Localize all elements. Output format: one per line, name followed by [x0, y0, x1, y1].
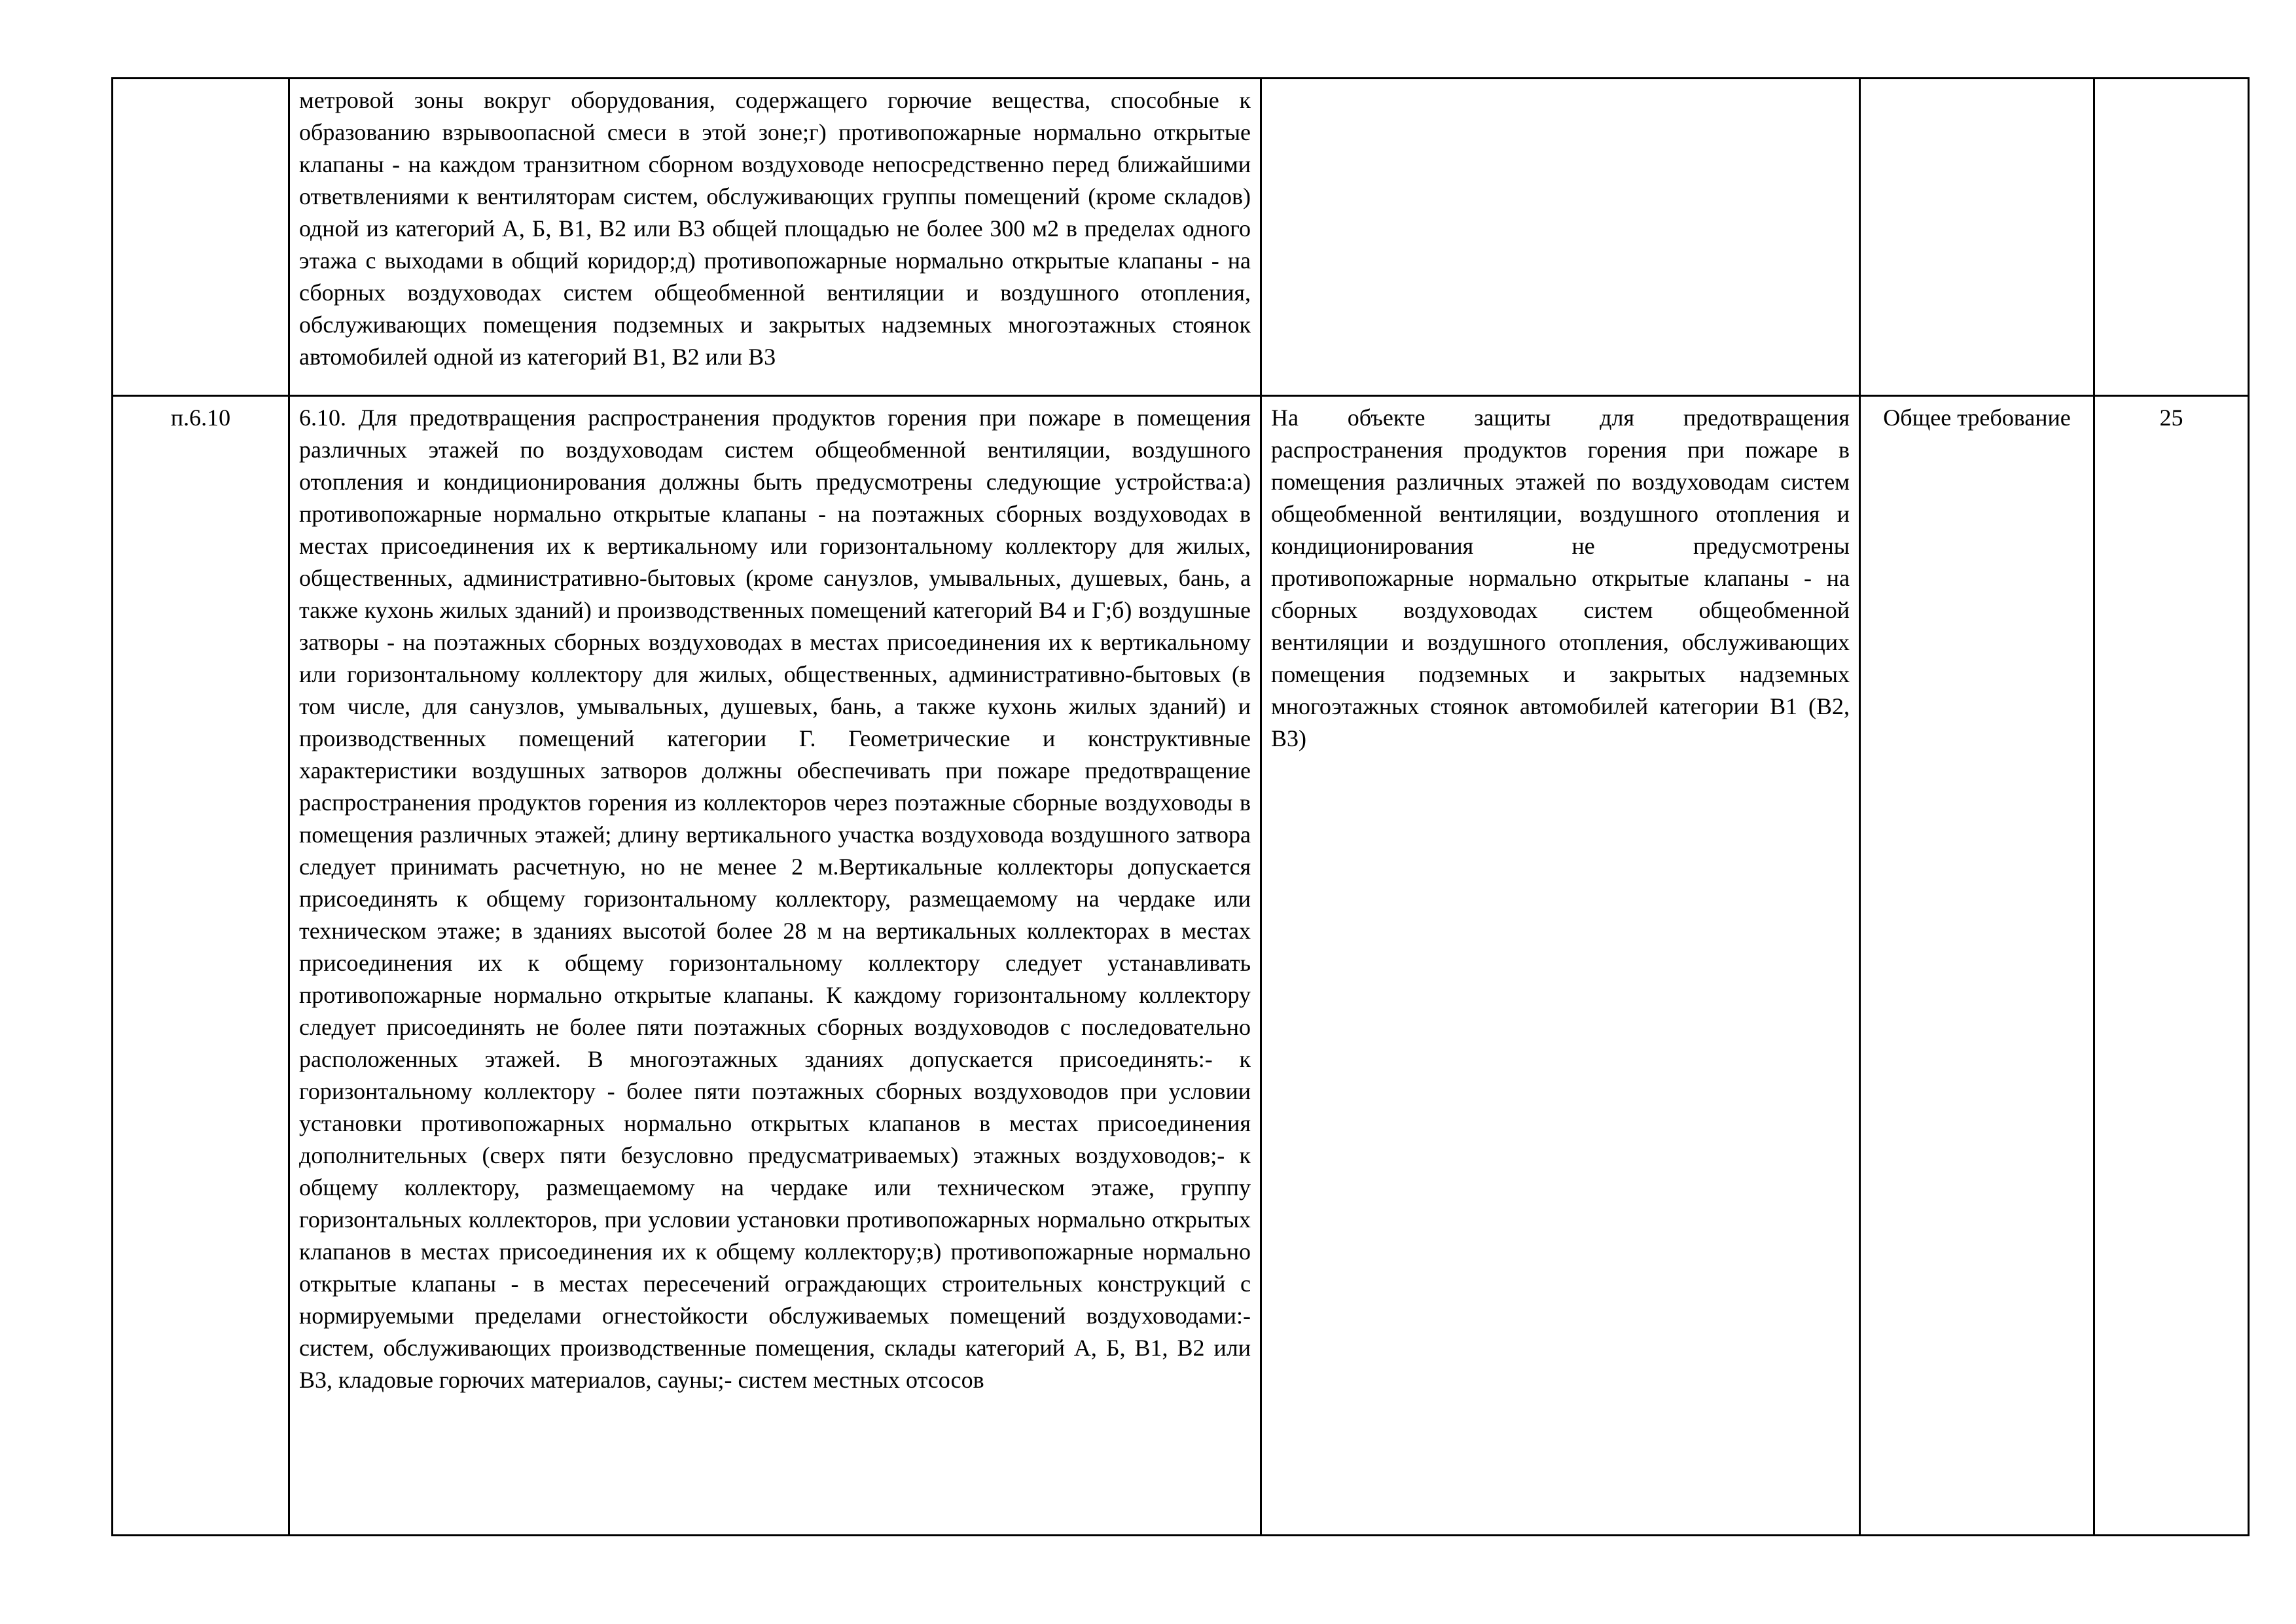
requirement-text: 6.10. Для предотвращения распространения продуктов горения при пожаре в помещения различных этажей по воздуховодам систем общеобменной вентиляции, воздушного отопления и кондиционирования должны быть предусмотрены следующие устройства:а) противопожарные нормально открытые клапаны - на поэтажных сборных воздуховодах в местах присоединения их к вертикальному или горизонтальному коллектору для жилых, общественных, административно-бытовых (кроме санузлов, умывальных, душевых, бань, а также кухонь жилых зданий) и производственных помещений категорий В4 и Г;б) воздушные затворы - на поэтажных сборных воздуховодах в местах присоединения их к вертикальному или горизонтальному коллектору для жилых, общественных, административно-бытовых (в том числе, для санузлов, умывальных, душевых, бань, а также кухонь жилых зданий) и производственных помещений категории Г. Геометрические и конструктивные характеристики воздушных затворов должны обеспечивать при пожаре предотвращение распространения продуктов горения из коллекторов через поэтажные сборные воздуховоды в помещения различных этажей; длину вертикального участка воздуховода воздушного затвора следует принимать расчетную, но не менее 2 м.Вертикальные коллекторы допускается присоединять к общему горизонтальному коллектору, размещаемому на чердаке или техническом этаже; в зданиях высотой более 28 м на вертикальных коллекторах в местах присоединения их к общему горизонтальному коллектору следует устанавливать противопожарные нормально открытые клапаны. К каждому горизонтальному коллектору следует присоединять не более пяти поэтажных сборных воздуховодов с последовательно расположенных этажей. В многоэтажных зданиях допускается присоединять:- к горизонтальному коллектору - более пяти поэтажных сборных воздуховодов при условии установки противопожарных нормально открытых клапанов в местах присоединения дополнительных (сверх пяти безусловно предусматриваемых) этажных воздуховодов;- к общему коллектору, размещаемому на чердаке или техническом этаже, группу горизонтальных коллекторов, при условии установки противопожарных нормально открытых клапанов в местах присоединения их к общему коллектору;в) противопожарные нормально открытые клапаны - в местах пересечений ограждающих строительных конструкций с нормируемыми пределами огнестойкости обслуживаемых помещений воздуховодами:- систем, обслуживающих производственные помещения, склады категорий А, Б, В1, В2 или В3, кладовые горючих материалов, сауны;- систем местных отсосов — [299, 405, 1251, 1393]
item-number-cell — [2094, 396, 2249, 1536]
violation-cell — [1261, 396, 1860, 1536]
requirement-cell — [289, 79, 1261, 396]
clause-ref: п.6.10 — [170, 405, 231, 431]
requirement-type: Общее требование — [1883, 405, 2071, 431]
item-number-cell — [2094, 79, 2249, 396]
requirement-cell — [289, 396, 1261, 1536]
item-number: 25 — [2159, 405, 2183, 431]
clause-ref-cell — [113, 396, 289, 1536]
table-row — [113, 396, 2249, 1536]
violation-cell — [1261, 79, 1860, 396]
requirement-text: метровой зоны вокруг оборудования, содержащего горючие вещества, способные к образованию взрывоопасной смеси в этой зоне;г) противопожарные нормально открытые клапаны - на каждом транзитном сборном воздуховоде непосредственно перед ближайшими ответвлениями к вентиляторам систем, обслуживающих группы помещений (кроме складов) одной из категорий А, Б, В1, В2 или В3 общей площадью не более 300 м2 в пределах одного этажа с выходами в общий коридор;д) противопожарные нормально открытые клапаны - на сборных воздуховодах систем общеобменной вентиляции и воздушного отопления, обслуживающих помещения подземных и закрытых надземных многоэтажных стоянок автомобилей одной из категорий В1, В2 или В3 — [299, 87, 1251, 370]
requirements-table — [111, 77, 2250, 1536]
violation-text: На объекте защиты для предотвращения распространения продуктов горения при пожаре в помещения различных этажей по воздуховодам систем общеобменной вентиляции, воздушного отопления и кондиционирования не предусмотрены противопожарные нормально открытые клапаны - на сборных воздуховодах систем общеобменной вентиляции и воздушного отопления, обслуживающих помещения подземных и закрытых надземных многоэтажных стоянок автомобилей категории В1 (В2, В3) — [1271, 405, 1850, 751]
clause-ref-cell — [113, 79, 289, 396]
requirement-type-cell — [1860, 396, 2094, 1536]
table-row — [113, 79, 2249, 396]
requirement-type-cell — [1860, 79, 2094, 396]
